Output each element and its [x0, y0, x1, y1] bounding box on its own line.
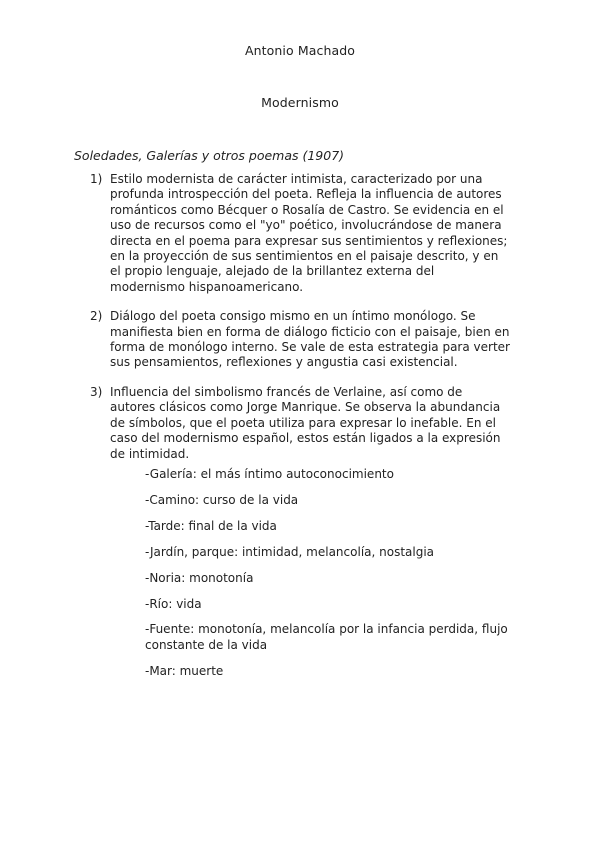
symbols-list	[145, 467, 535, 690]
author-heading: Antonio Machado	[244, 43, 356, 58]
symbol-item: -Tarde: final de la vida	[145, 518, 277, 533]
symbol-item: -Río: vida	[145, 596, 202, 611]
symbol-item: -Galería: el más íntimo autoconocimiento	[145, 467, 394, 481]
section-title: Soledades, Galerías y otros poemas (1907)	[74, 148, 345, 163]
list-item	[90, 385, 510, 462]
list-item-number: 3)	[90, 384, 103, 399]
symbol-item: -Mar: muerte	[145, 663, 224, 678]
list-item-number: 2)	[90, 309, 103, 324]
symbol-item: -Jardín, parque: intimidad, melancolía, nostalgia	[145, 544, 435, 559]
symbol-item: -Noria: monotonía	[145, 570, 254, 585]
list-item	[90, 309, 510, 371]
list-item	[90, 172, 510, 295]
list-item-text: Diálogo del poeta consigo mismo en un íntimo monólogo. Se manifiesta bien en forma de diálogo ficticio con el paisaje, bien en forma de monólogo interno. Se vale de esta estrategia para verter sus pensamientos, reflexiones y angustia casi existencial.	[110, 309, 510, 370]
list-item-number: 1)	[90, 172, 103, 186]
symbol-item: -Camino: curso de la vida	[145, 492, 299, 507]
list-item-text: Influencia del simbolismo francés de Verlaine, así como de autores clásicos como Jorge Manrique. Se observa la abundancia de símbolos, que el poeta utiliza para expresar lo inefable. En el caso del modernismo español, estos están ligados a la expresión de intimidad.	[110, 384, 501, 461]
symbol-item: -Fuente: monotonía, melancolía por la infancia perdida, flujo constante de la vida	[145, 622, 508, 652]
characteristics-list	[90, 172, 510, 476]
list-item-text: Estilo modernista de carácter intimista, caracterizado por una profunda introspección del poeta. Refleja la influencia de autores románticos como Bécquer o Rosalía de Castro. Se evidencia en el uso de recursos como el "yo" poético, involucrándose de manera directa en el poema para expresar sus sentimientos y reflexiones; en la proyección de sus sentimientos en el paisaje descrito, y en el propio lenguaje, alejado de la brillantez externa del modernismo hispanoamericano.	[110, 172, 508, 294]
topic-heading: Modernismo	[261, 95, 339, 110]
